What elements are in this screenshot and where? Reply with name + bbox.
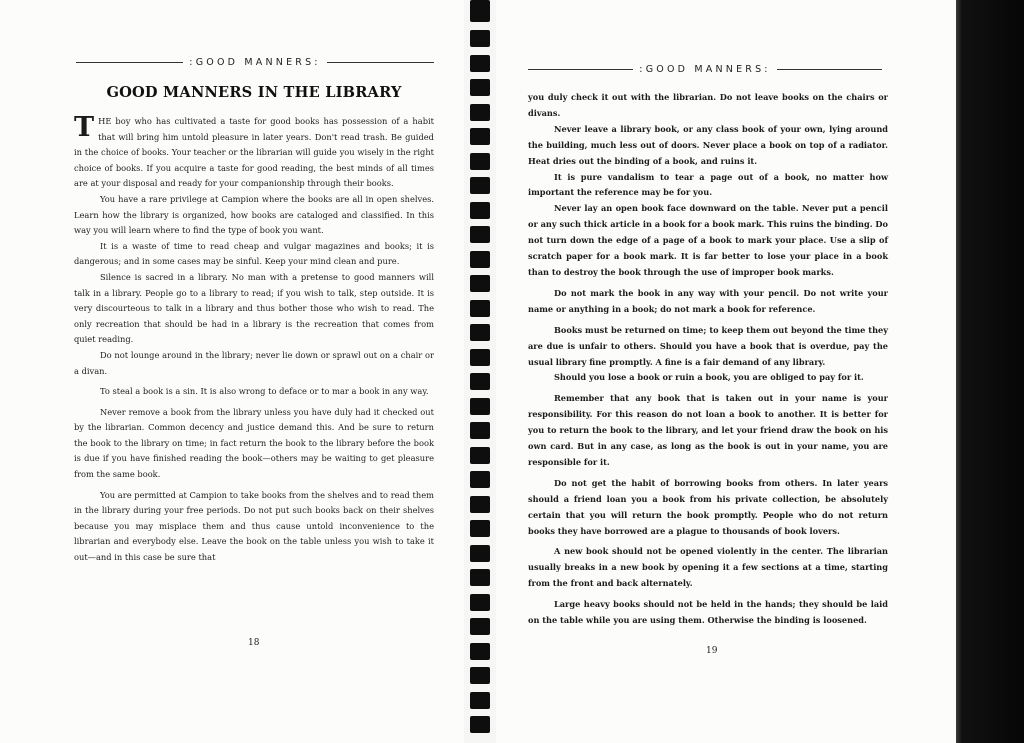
right-body-text [528, 90, 888, 629]
binding-coil [470, 251, 490, 268]
head-rule-right [327, 62, 434, 63]
paragraph: You have a rare privilege at Campion where the books are all in open shelves. Learn how the library is organized, how books are cataloged and classified. In this way you will learn where to find the type of book you want. [74, 193, 434, 236]
binding-coil [470, 643, 490, 660]
binding-coil [470, 569, 490, 586]
binding-coil [470, 692, 490, 709]
binding-coil [470, 496, 490, 513]
running-head-left [76, 57, 434, 68]
binding-coil [470, 30, 490, 47]
paragraph: Do not lounge around in the library; never lie down or sprawl out on a chair or a divan. [74, 349, 434, 376]
drop-cap: T [74, 112, 95, 143]
right-page [496, 0, 956, 743]
page-number-right: 19 [706, 646, 718, 656]
binding-coil [470, 202, 490, 219]
left-page [0, 0, 464, 743]
binding-coil [470, 422, 490, 439]
binding-coil [470, 79, 490, 96]
paragraph: Should you lose a book or ruin a book, you are obliged to pay for it. [554, 372, 864, 383]
binding-coil [470, 226, 490, 243]
binding-coil [470, 520, 490, 537]
head-rule-left [76, 62, 183, 63]
paragraph: It is pure vandalism to tear a page out of a book, no matter how important the reference may be for you. [528, 171, 888, 198]
paragraph: Never lay an open book face downward on the table. Never put a pencil or any such thick article in a book for a book mark. This ruins the binding. Do not turn down the edge of a page of a book to mark your place. Use a slip of scratch paper for a book mark. It is far better to lose your place in a book than to destroy the book through the use of improper book marks. [528, 203, 888, 277]
running-head-text: :GOOD MANNERS: [639, 64, 771, 75]
paragraph: You are permitted at Campion to take books from the shelves and to read them in the library during your free periods. Do not put such books back on their shelves because you may misplace them and thus cause untold inconvenience to the librarian and everybody else. Leave the book on the table unless you wish to take it out—and in this case be sure that [74, 489, 434, 563]
binding-coil [470, 398, 490, 415]
binding-coil [470, 667, 490, 684]
paragraph: Never remove a book from the library unless you have duly had it checked out by the librarian. Common decency and justice demand this. And be sure to return the book to the library on time; in fact return the book to the library before the book is due if you have finished reading the book—others may be waiting to get pleasure from the same book. [74, 406, 434, 480]
binding-coil [470, 447, 490, 464]
opening-paragraph: THE boy who has cultivated a taste for good books has possession of a habit that will bring him untold pleasure in later years. Don't read trash. Be guided in the choice of books. Your teacher or the librarian will guide you wisely in the right choice of books. If you acquire a taste for good reading, the best minds of all times are at your disposal and ready for your companionship through their books. [74, 112, 434, 189]
running-head-right [528, 64, 882, 75]
head-rule-right [777, 69, 882, 70]
binding-coil [470, 153, 490, 170]
running-head-text: :GOOD MANNERS: [189, 57, 321, 68]
continued-paragraph: you duly check it out with the librarian. Do not leave books on the chairs or divans. [528, 92, 888, 118]
head-rule-left [528, 69, 633, 70]
spiral-binding [464, 0, 496, 743]
binding-coil [470, 0, 490, 22]
binding-coil [470, 300, 490, 317]
binding-coil [470, 471, 490, 488]
binding-coil [470, 716, 490, 733]
chapter-title: GOOD MANNERS IN THE LIBRARY [106, 84, 402, 101]
binding-coil [470, 177, 490, 194]
binding-coil [470, 373, 490, 390]
paragraph: Do not get the habit of borrowing books from others. In later years should a friend loan you a book from his private collection, be absolutely certain that you will return the book promptly. People who do not return books they have borrowed are a plague to thousands of book lovers. [528, 477, 888, 536]
scan-shadow-edge [956, 0, 1024, 743]
paragraph: A new book should not be opened violently in the center. The librarian usually breaks in a new book by opening it a few sections at a time, starting from the front and back alternately. [528, 546, 888, 589]
binding-coil [470, 275, 490, 292]
binding-coil [470, 349, 490, 366]
paragraph: Silence is sacred in a library. No man with a pretense to good manners will talk in a library. People go to a library to read; if you wish to talk, step outside. It is very discourteous to talk in a library and thus bother those who wish to read. The only recreation that should be had in a library is the recreation that comes from quiet reading. [74, 271, 434, 345]
binding-coil [470, 55, 490, 72]
paragraph: Do not mark the book in any way with your pencil. Do not write your name or anything in a book; do not mark a book for reference. [528, 287, 888, 314]
binding-coil [470, 545, 490, 562]
paragraph: To steal a book is a sin. It is also wrong to deface or to mar a book in any way. [100, 386, 429, 397]
paragraph: Remember that any book that is taken out in your name is your responsibility. For this reason do not loan a book to another. It is better for you to return the book to the library, and let your friend draw the book on his own card. But in any case, as long as the book is out in your name, you are responsible for it. [528, 393, 888, 467]
left-body-text [74, 114, 434, 566]
binding-coil [470, 324, 490, 341]
page-number-left: 18 [248, 638, 260, 648]
binding-coil [470, 128, 490, 145]
binding-coil [470, 104, 490, 121]
binding-coil [470, 618, 490, 635]
paragraph: It is a waste of time to read cheap and vulgar magazines and books; it is dangerous; and in some cases may be sinful. Keep your mind clean and pure. [74, 240, 434, 267]
paragraph: Books must be returned on time; to keep them out beyond the time they are due is unfair to others. Should you have a book that is overdue, pay the usual library fine promptly. A fine is a fair demand of any library. [528, 324, 888, 367]
binding-coil [470, 594, 490, 611]
paragraph: Large heavy books should not be held in the hands; they should be laid on the table while you are using them. Otherwise the binding is loosened. [528, 599, 888, 626]
paragraph: Never leave a library book, or any class book of your own, lying around the building, much less out of doors. Never place a book on top of a radiator. Heat dries out the binding of a book, and ruins it. [528, 123, 888, 166]
